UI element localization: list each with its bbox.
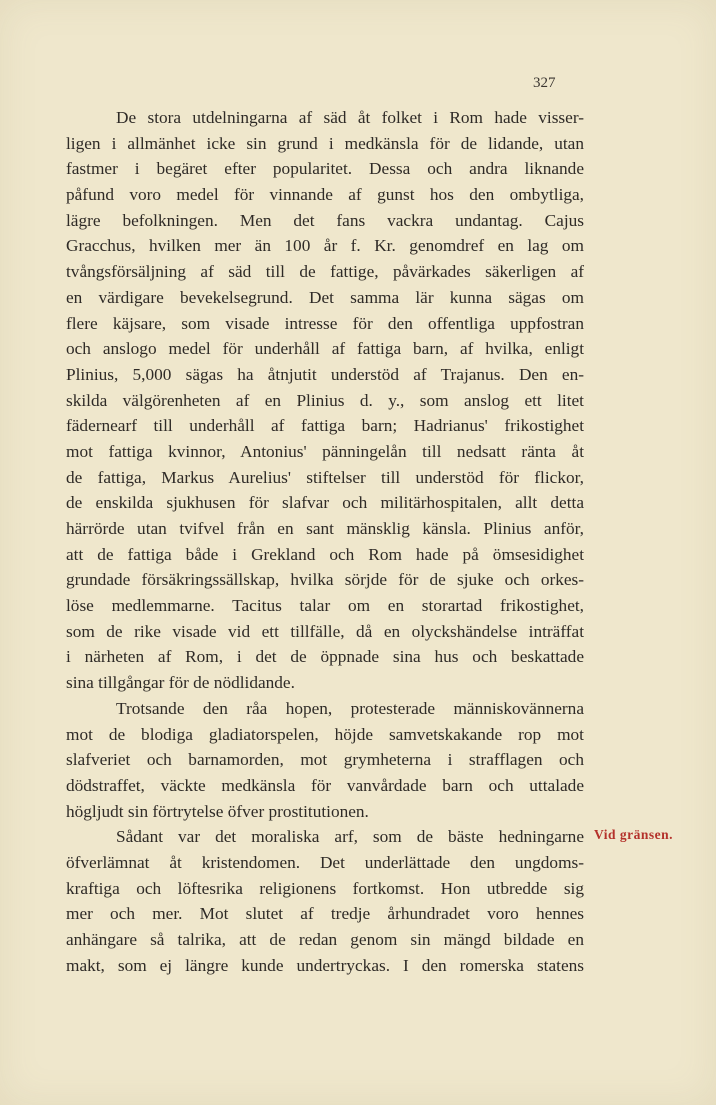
text-line: anhängare så talrika, att de redan genom sin mängd bildade en	[66, 930, 584, 949]
text-line: Sådant var det moraliska arf, som de bäste hedningarne	[116, 827, 584, 847]
text-line: lägre befolkningen. Men det fans vackra undantag. Cajus	[66, 210, 584, 230]
text-line: påfund voro medel för vinnande af gunst hos den ombytliga,	[66, 185, 584, 205]
text-line: mot fattiga kvinnor, Antonius' pänningelån till nedsatt ränta åt	[66, 441, 584, 461]
text-line: skilda välgörenheten af en Plinius d. y., som anslog ett litet	[66, 390, 584, 410]
text-line: Trotsande den råa hopen, protesterade människovännerna	[116, 698, 584, 718]
text-line: mer och mer. Mot slutet af tredje århundradet voro hennes	[66, 904, 584, 924]
text-line: De stora utdelningarna af säd åt folket i Rom hade visser-	[116, 108, 584, 127]
text-line: och anslogo medel för underhåll af fattiga barn, af hvilka, enligt	[66, 339, 584, 359]
text-line: löse medlemmarne. Tacitus talar om en storartad frikostighet,	[66, 596, 584, 616]
text-line: högljudt sin förtrytelse öfver prostitutionen.	[66, 801, 369, 821]
text-line: att de fattiga både i Grekland och Rom hade på ömsesidighet	[66, 544, 584, 564]
text-line: flere käjsare, som visade intresse för den offentliga uppfostran	[66, 313, 584, 333]
text-line: ligen i allmänhet icke sin grund i medkänsla för de lidande, utan	[66, 133, 584, 153]
text-line: fastmer i begäret efter popularitet. Dessa och andra liknande	[66, 159, 584, 179]
text-line: makt, som ej längre kunde undertryckas. I den romerska statens	[66, 955, 584, 975]
text-line: fädernearf till underhåll af fattiga barn; Hadrianus' frikostighet	[66, 416, 584, 436]
page-number: 327	[533, 75, 556, 91]
text-line: i närheten af Rom, i det de öppnade sina hus och beskattade	[66, 647, 584, 667]
text-line: Gracchus, hvilken mer än 100 år f. Kr. genomdref en lag om	[66, 236, 584, 256]
text-line: öfverlämnat åt kristendomen. Det underlättade den ungdoms-	[66, 852, 584, 872]
text-line: slafveriet och barnamorden, mot grymheterna i strafflagen och	[66, 750, 584, 770]
text-line: grundade försäkringssällskap, hvilka sörjde för de sjuke och orkes-	[66, 570, 584, 590]
text-line: tvångsförsäljning af säd till de fattige, påvärkades säkerligen af	[66, 262, 584, 282]
text-line: som de rike visade vid ett tillfälle, då en olyckshändelse inträffat	[66, 621, 584, 641]
text-line: en värdigare bevekelsegrund. Det samma lär kunna sägas om	[66, 287, 584, 307]
margin-note: Vid gränsen.	[594, 827, 674, 842]
text-line: härrörde utan tvifvel från en sant mänsklig känsla. Plinius anför,	[66, 519, 584, 538]
text-line: Plinius, 5,000 sägas ha åtnjutit understöd af Trajanus. Den en-	[66, 364, 584, 384]
text-line: de enskilda sjukhusen för slafvar och militärhospitalen, allt detta	[66, 493, 584, 513]
text-line: mot de blodiga gladiatorspelen, höjde samvetskakande rop mot	[66, 724, 584, 744]
text-line: sina tillgångar för de nödlidande.	[66, 673, 295, 693]
text-line: de fattiga, Markus Aurelius' stiftelser till understöd för flickor,	[66, 467, 584, 487]
text-line: kraftiga och löftesrika religionens fortkomst. Hon utbredde sig	[66, 878, 584, 898]
text-line: dödstraffet, väckte medkänsla för vanvårdade barn och uttalade	[66, 775, 584, 795]
body-text	[66, 105, 584, 978]
